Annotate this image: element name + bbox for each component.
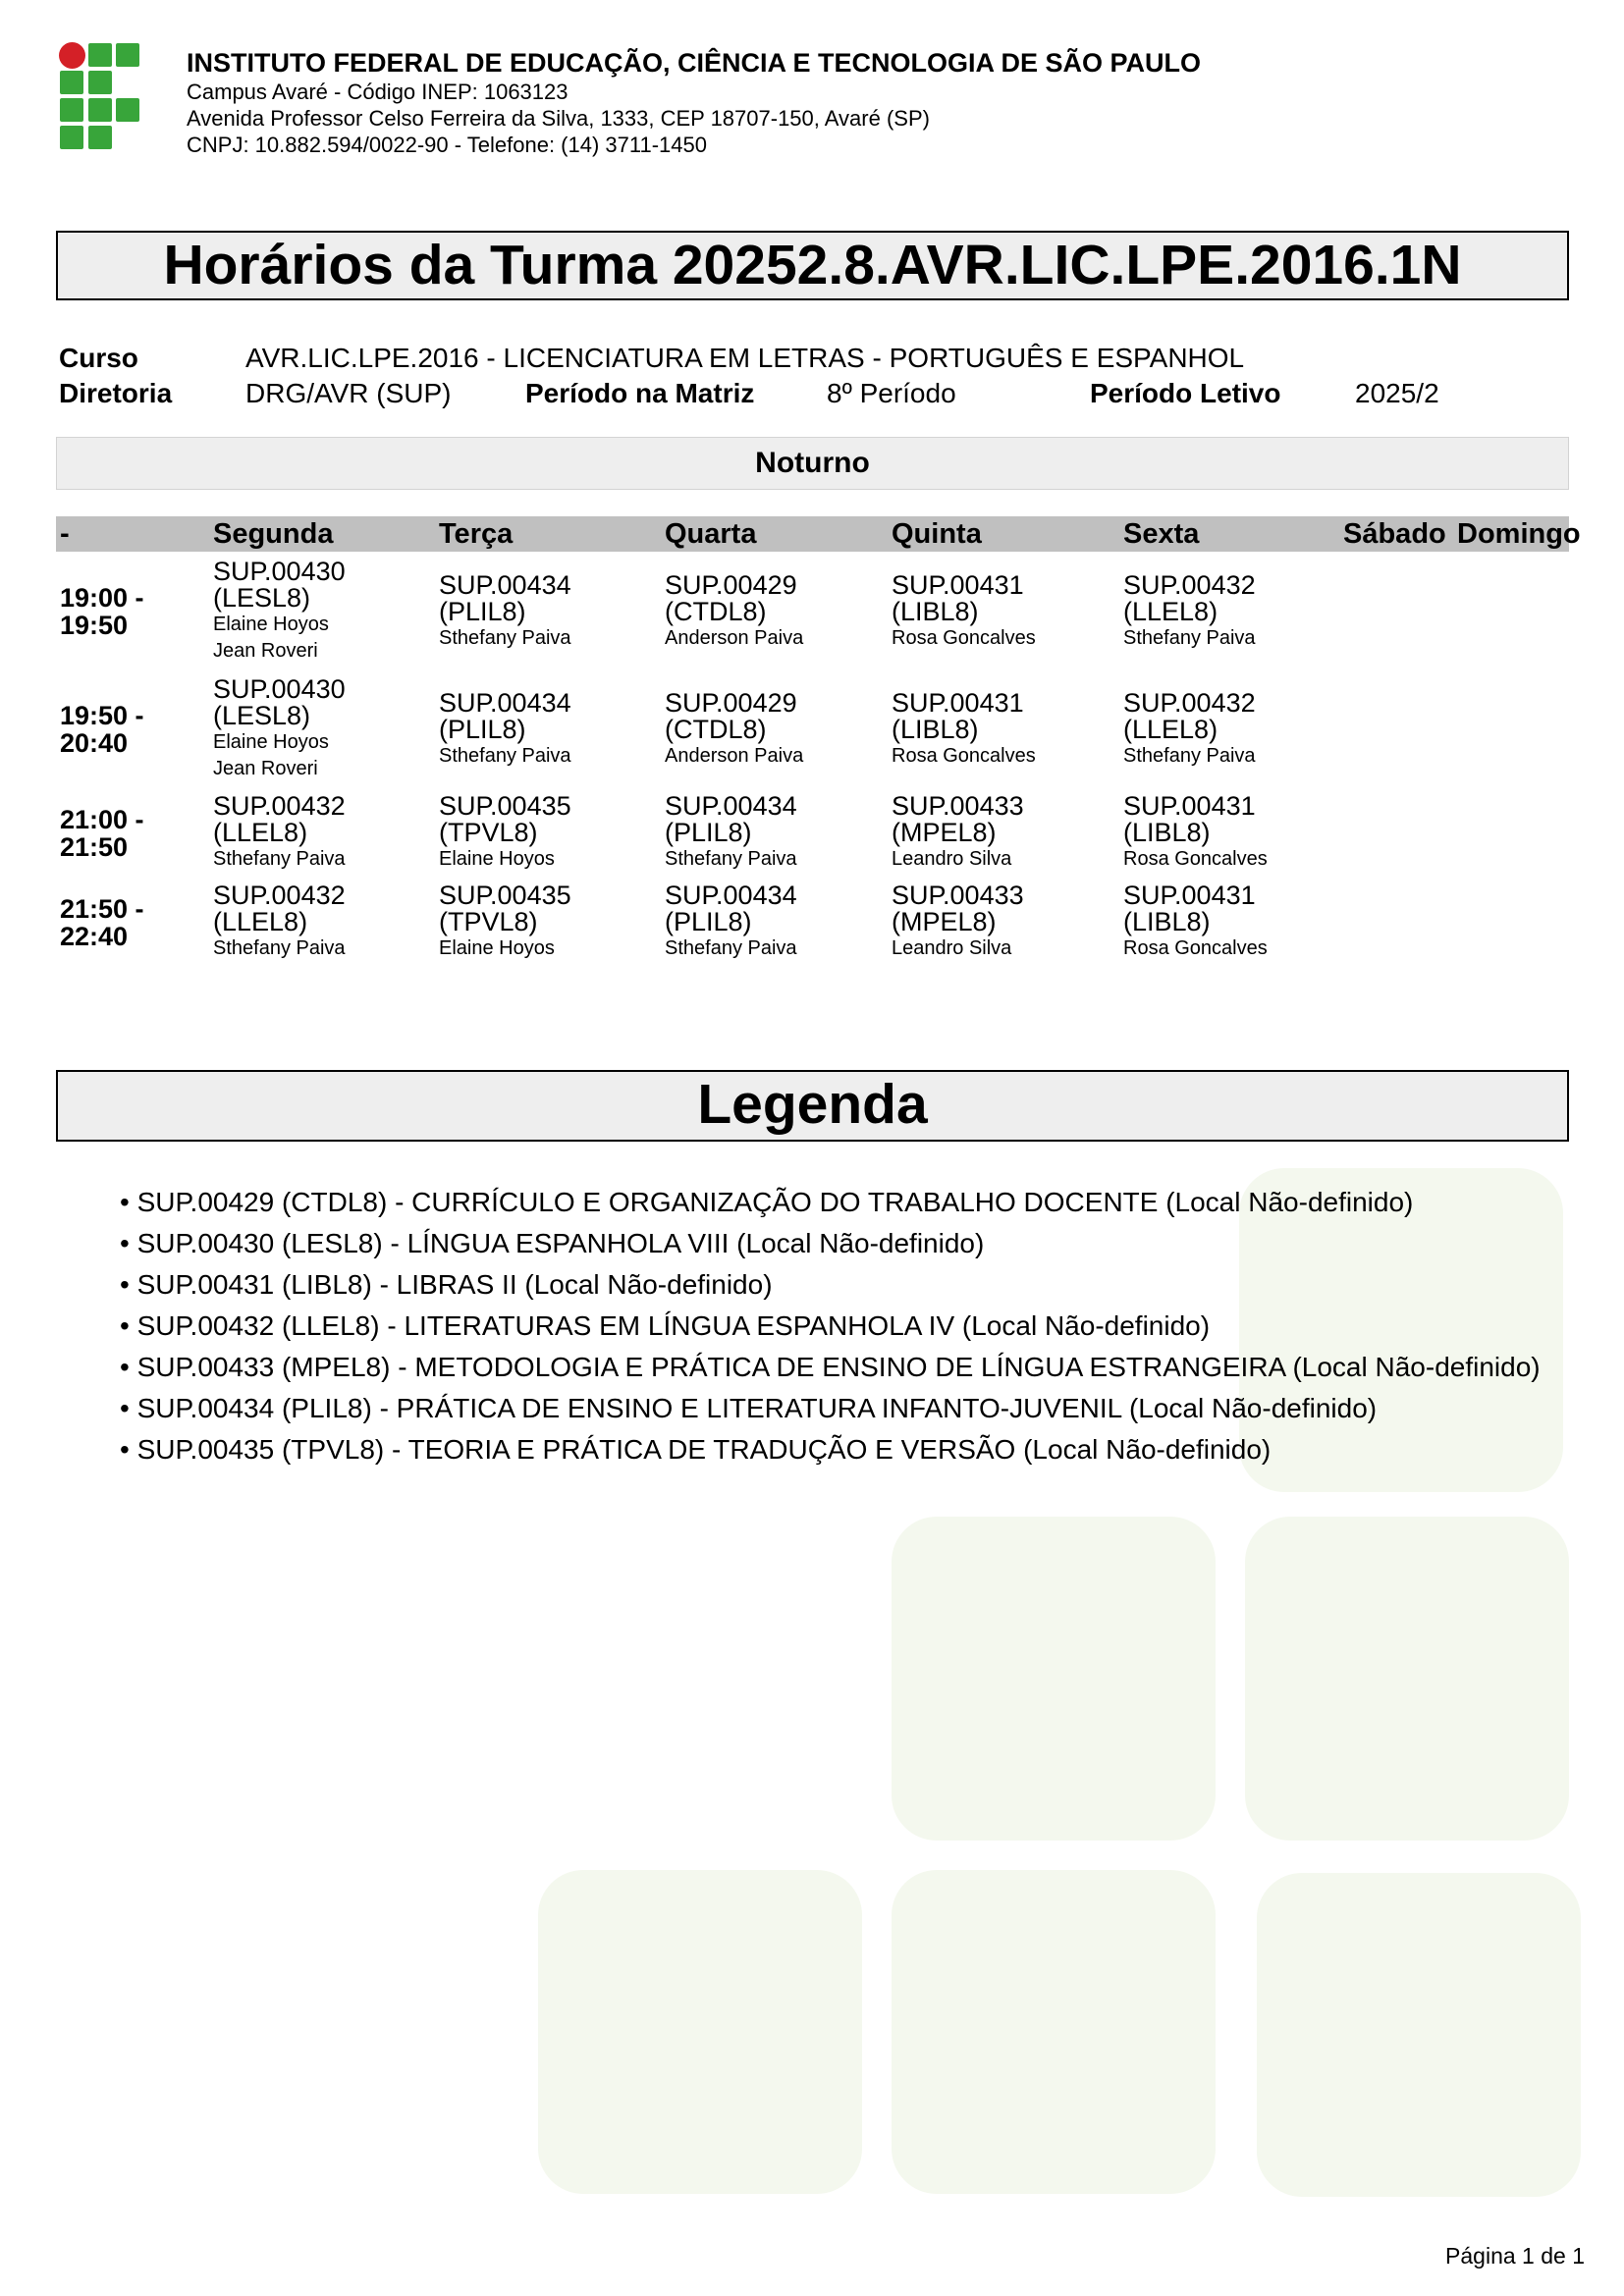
teacher-name: Sthefany Paiva — [1123, 745, 1256, 767]
institution-logo — [58, 41, 142, 151]
teacher-name: Sthefany Paiva — [665, 937, 797, 959]
time-start: 19:00 - — [60, 583, 144, 613]
class-cell — [213, 676, 346, 782]
watermark-square — [1257, 1873, 1581, 2197]
class-abbr: (LLEL8) — [213, 818, 308, 847]
class-code: SUP.00430 — [213, 557, 346, 586]
teacher-name: Sthefany Paiva — [213, 848, 346, 870]
class-cell — [892, 690, 1036, 770]
header-quinta: Quinta — [892, 518, 982, 550]
table-row — [56, 670, 1569, 788]
class-abbr: (PLIL8) — [665, 818, 752, 847]
time-end: 21:50 — [60, 831, 129, 862]
time-slot — [60, 702, 144, 757]
table-row — [56, 878, 1569, 967]
legend-item: • SUP.00433 (MPEL8) - METODOLOGIA E PRÁTICA DE ENSINO DE LÍNGUA ESTRANGEIRA (Local Não-definido) — [120, 1352, 1541, 1382]
legend-item: • SUP.00430 (LESL8) - LÍNGUA ESPANHOLA VIII (Local Não-definido) — [120, 1228, 985, 1258]
header-quarta: Quarta — [665, 518, 757, 550]
campus-line: Campus Avaré - Código INEP: 1063123 — [187, 80, 568, 104]
class-code: SUP.00434 — [439, 688, 571, 718]
time-end: 19:50 — [60, 611, 129, 640]
watermark-square — [892, 1517, 1216, 1841]
class-abbr: (TPVL8) — [439, 818, 538, 847]
time-slot — [60, 895, 144, 950]
header-segunda: Segunda — [213, 518, 334, 550]
class-cell — [1123, 793, 1268, 873]
periodo-matriz-value: 8º Período — [827, 378, 956, 408]
legend-item: • SUP.00432 (LLEL8) - LITERATURAS EM LÍNGUA ESPANHOLA IV (Local Não-definido) — [120, 1310, 1211, 1341]
class-abbr: (LLEL8) — [213, 907, 308, 936]
teacher-name: Sthefany Paiva — [439, 745, 571, 767]
teacher-name: Elaine Hoyos — [213, 614, 329, 635]
teacher-name: Elaine Hoyos — [439, 848, 555, 870]
header-sexta: Sexta — [1123, 518, 1200, 550]
class-code: SUP.00433 — [892, 881, 1024, 910]
legend-list — [120, 1182, 1573, 1470]
class-code: SUP.00431 — [892, 570, 1024, 600]
class-code: SUP.00431 — [1123, 791, 1256, 821]
time-start: 21:00 - — [60, 804, 144, 834]
class-code: SUP.00430 — [213, 674, 346, 704]
class-code: SUP.00429 — [665, 570, 797, 600]
class-abbr: (MPEL8) — [892, 907, 997, 936]
class-code: SUP.00431 — [1123, 881, 1256, 910]
class-abbr: (PLIL8) — [439, 597, 526, 626]
teacher-name: Sthefany Paiva — [665, 848, 797, 870]
header-time: - — [60, 518, 70, 550]
page-number: Página 1 de 1 — [1445, 2243, 1585, 2269]
class-cell — [665, 882, 797, 962]
time-start: 21:50 - — [60, 893, 144, 924]
header-domingo: Domingo — [1457, 518, 1581, 550]
class-cell — [1123, 572, 1256, 652]
legend-item: • SUP.00434 (PLIL8) - PRÁTICA DE ENSINO E LITERATURA INFANTO-JUVENIL (Local Não-definido) — [120, 1393, 1378, 1423]
class-cell — [1123, 690, 1256, 770]
class-abbr: (CTDL8) — [665, 715, 767, 744]
class-code: SUP.00432 — [213, 791, 346, 821]
table-row — [56, 553, 1569, 670]
teacher-name: Rosa Goncalves — [1123, 848, 1268, 870]
class-cell — [892, 882, 1024, 962]
class-abbr: (LESL8) — [213, 701, 311, 730]
class-abbr: (MPEL8) — [892, 818, 997, 847]
legend-item: • SUP.00431 (LIBL8) - LIBRAS II (Local Não-definido) — [120, 1269, 773, 1300]
header-terca: Terça — [439, 518, 514, 550]
class-code: SUP.00429 — [665, 688, 797, 718]
class-cell — [1123, 882, 1268, 962]
legend-item: • SUP.00435 (TPVL8) - TEORIA E PRÁTICA DE TRADUÇÃO E VERSÃO (Local Não-definido) — [120, 1434, 1272, 1465]
teacher-name: Rosa Goncalves — [892, 627, 1036, 649]
teacher-name: Sthefany Paiva — [213, 937, 346, 959]
curso-value: AVR.LIC.LPE.2016 - LICENCIATURA EM LETRAS - PORTUGUÊS E ESPANHOL — [245, 343, 1245, 373]
teacher-name: Jean Roveri — [213, 758, 318, 779]
class-code: SUP.00431 — [892, 688, 1024, 718]
class-abbr: (LIBL8) — [1123, 818, 1211, 847]
teacher-name: Sthefany Paiva — [1123, 627, 1256, 649]
time-start: 19:50 - — [60, 701, 144, 730]
class-cell — [213, 559, 346, 665]
institution-header — [187, 47, 1463, 158]
class-abbr: (PLIL8) — [665, 907, 752, 936]
class-cell — [439, 882, 571, 962]
class-abbr: (PLIL8) — [439, 715, 526, 744]
teacher-name: Leandro Silva — [892, 848, 1012, 870]
class-abbr: (LLEL8) — [1123, 715, 1218, 744]
class-code: SUP.00434 — [439, 570, 571, 600]
class-abbr: (CTDL8) — [665, 597, 767, 626]
schedule-header — [56, 516, 1581, 552]
teacher-name: Rosa Goncalves — [892, 745, 1036, 767]
class-abbr: (LIBL8) — [892, 715, 979, 744]
class-cell — [439, 572, 571, 652]
page-title: Horários da Turma 20252.8.AVR.LIC.LPE.2016.1N — [56, 231, 1569, 300]
class-abbr: (LIBL8) — [1123, 907, 1211, 936]
shift-bar: Noturno — [56, 437, 1569, 490]
diretoria-label: Diretoria — [59, 378, 173, 408]
time-end: 20:40 — [60, 728, 129, 758]
class-cell — [665, 793, 797, 873]
periodo-matriz-label: Período na Matriz — [525, 378, 755, 408]
time-slot — [60, 806, 144, 861]
class-cell — [665, 690, 803, 770]
teacher-name: Elaine Hoyos — [439, 937, 555, 959]
diretoria-value: DRG/AVR (SUP) — [245, 378, 452, 408]
watermark-square — [892, 1870, 1216, 2194]
class-cell — [665, 572, 803, 652]
class-cell — [439, 690, 571, 770]
class-code: SUP.00432 — [213, 881, 346, 910]
class-code: SUP.00434 — [665, 791, 797, 821]
class-abbr: (LESL8) — [213, 583, 311, 613]
class-code: SUP.00432 — [1123, 688, 1256, 718]
teacher-name: Anderson Paiva — [665, 745, 804, 767]
institution-name: INSTITUTO FEDERAL DE EDUCAÇÃO, CIÊNCIA E TECNOLOGIA DE SÃO PAULO — [187, 48, 1202, 78]
class-code: SUP.00435 — [439, 791, 571, 821]
periodo-letivo-value: 2025/2 — [1355, 378, 1439, 408]
teacher-name: Sthefany Paiva — [439, 627, 571, 649]
legend-item: • SUP.00429 (CTDL8) - CURRÍCULO E ORGANIZAÇÃO DO TRABALHO DOCENTE (Local Não-definido) — [120, 1187, 1414, 1217]
legend-title: Legenda — [56, 1070, 1569, 1142]
class-code: SUP.00433 — [892, 791, 1024, 821]
class-abbr: (LIBL8) — [892, 597, 979, 626]
time-end: 22:40 — [60, 921, 129, 951]
header-sabado: Sábado — [1343, 518, 1446, 550]
watermark-square — [538, 1870, 862, 2194]
class-cell — [439, 793, 571, 873]
watermark-square — [1245, 1517, 1569, 1841]
class-cell — [213, 793, 346, 873]
class-code: SUP.00435 — [439, 881, 571, 910]
class-code: SUP.00434 — [665, 881, 797, 910]
class-cell — [892, 572, 1036, 652]
teacher-name: Leandro Silva — [892, 937, 1012, 959]
time-slot — [60, 584, 144, 639]
class-code: SUP.00432 — [1123, 570, 1256, 600]
teacher-name: Anderson Paiva — [665, 627, 804, 649]
class-abbr: (TPVL8) — [439, 907, 538, 936]
contact-line: CNPJ: 10.882.594/0022-90 - Telefone: (14) 3711-1450 — [187, 133, 707, 157]
teacher-name: Elaine Hoyos — [213, 731, 329, 753]
class-cell — [213, 882, 346, 962]
class-abbr: (LLEL8) — [1123, 597, 1218, 626]
address-line: Avenida Professor Celso Ferreira da Silva, 1333, CEP 18707-150, Avaré (SP) — [187, 106, 930, 131]
curso-label: Curso — [59, 343, 138, 373]
table-row — [56, 788, 1569, 878]
periodo-letivo-label: Período Letivo — [1090, 378, 1281, 408]
class-cell — [892, 793, 1024, 873]
teacher-name: Jean Roveri — [213, 640, 318, 662]
teacher-name: Rosa Goncalves — [1123, 937, 1268, 959]
